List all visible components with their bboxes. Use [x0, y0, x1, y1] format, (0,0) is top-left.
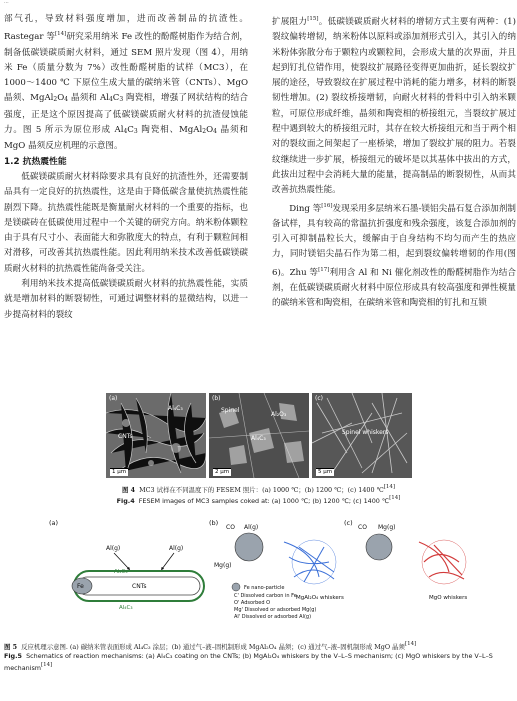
right-column	[272, 12, 516, 312]
label: Mg(g)	[214, 562, 232, 569]
schematic-a	[49, 519, 204, 611]
sem-photo-b	[209, 393, 309, 478]
label: CNTs	[132, 583, 147, 590]
phase-label: CNTs	[118, 433, 133, 440]
figure-4-caption-cn: 图 4 MC3 试样在不同温度下的 FESEM 照片：(a) 1000 ℃；(b) 1200 ℃；(c) 1400 ℃[14]	[121, 484, 396, 494]
schematic-b	[209, 519, 344, 620]
label: Al(g)	[106, 545, 121, 552]
label: Al₄C₃	[114, 569, 128, 575]
phase-label: Al₂O₃	[271, 411, 287, 418]
label: Fe	[77, 583, 84, 590]
section-heading: 1.2 抗热震性能	[4, 156, 67, 167]
label: CO	[226, 524, 235, 531]
paragraph: 部气孔，导致材料强度增加，进而改善制品的抗渣性。Rastegar 等[14]研究采用纳米 Fe 改性的酚醛树脂作为结合剂，制备低碳镁碳质耐火材料，通过 SEM 照片发现（图 4），用纳米 Fe（质量分数为 7%）改性酚醛树脂的试样（MC3），在 1000～1400 ℃ 下原位生成大量的碳纳米管（CNTs）、MgO 晶须、$MgAl_2O_4$ 晶须和 $Al_4C_3$ 陶瓷相，增强了网状结构的结合强度，正是这个原因提高了低碳镁碳质耐火材料的抗渣侵蚀能力。图 5 所示为原位形成 $Al_4C_3$ 陶瓷相、$MgAl_2O_4$ 晶须和 MgO 晶须反应机理的示意图。	[4, 14, 248, 152]
label: Al(g)	[169, 545, 184, 552]
paragraph: 扩展阻力[15]。低碳镁碳质耐火材料的增韧方式主要有两种：(1) 裂纹偏转增韧，纳米粉体以原料或添加剂形式引入，其引入的纳米粉体弥散分布于颗粒内或颗粒间，会形成大量的次界面，并且起到钉扎位错作用，使裂纹扩展路径变得更加曲折，延长裂纹扩展的途径，导致裂纹在扩展过程中消耗的能力增多，材料的断裂韧性增加。(2) 裂纹桥接增韧，向耐火材料的骨料中引入纳米颗粒，可原位形成纤维，晶须和陶瓷相的桥接组元，当裂纹扩展过程中遇到较大的桥接组元时，其存在较大桥接组元和当于两个相对的裂纹面之间架起了一座桥梁，增加了裂纹扩展的阻力。若裂纹继续进一步扩展，桥接组元的破坏是以其基体中拔出的方式，此拔出过程中会消耗大量的能量，提高制品的断裂韧性，从而其改善抗热震性能。	[272, 16, 516, 196]
sem-photo-c	[312, 393, 412, 478]
panel-tag: (c)	[315, 395, 323, 402]
figure-5-caption-en: Fig.5 Schematics of reaction mechanisms: (a) Al₄C₃ coating on the CNTs; (b) MgAl₂O₄ whiskers by the V–L–S mechanism; (c) MgO whiskers by the V–L–S mechanism[14]	[4, 652, 493, 672]
paragraph: 利用纳米技术提高低碳镁碳质耐火材料的抗热震性能，实质就是增加材料的断裂韧性，可通过调整材料的显微结构，以进一步提高材料的裂纹	[4, 279, 248, 320]
figure-4-caption-en: Fig.4 FESEM images of MC3 samples coked at: (a) 1000 ℃; (b) 1200 ℃; (c) 1400 ℃[14]	[116, 495, 401, 505]
label: Al(g)	[244, 524, 259, 531]
paragraph: 低碳镁碳质耐火材料除要求具有良好的抗渣性外，还需要制品具有一定良好的抗热震性，这是由于降低碳含量使抗热震性能剧烈下降。抗热震性能既是衡量耐火材料的一个重要的指标，也是镁碳砖在低碳使用过程中一个关键的研究方向。纳米粉体颗粒由于具有尺寸小、表面能大和弥散度大的特点，有利于颗粒间相对滑移，可改善其抗热震性能。因此利用纳米技术改善低碳镁碳质耐火材料的抗热震性能尚备受关注。	[4, 171, 248, 274]
left-column	[4, 12, 248, 323]
label: Mg(g)	[378, 524, 396, 531]
phase-label: Al₄C₃	[168, 405, 183, 412]
legend-item: Mg' Dissolved or adsorbed Mg(g)	[234, 607, 317, 613]
paragraph: Ding 等[16]发现采用多层纳米石墨-镁铝尖晶石复合添加剂制备试样，具有较高的常温抗折强度和残余强度，该复合添加剂的引入可抑制晶粒长大，缓解由于自身结构不均匀而产生的热应力，同时镁铝尖晶石作为第二相，起到裂纹偏转增韧的作用(图 6)。Zhu 等[17]利用含 Al 和 Ni 催化剂改性的酚醛树脂作为结合剂，在低碳镁碳质耐火材料中原位形成具有较高强度和弹性模量的碳纳米管和陶瓷相，在碳纳米管和陶瓷相的钉扎和互锁	[272, 202, 517, 309]
phase-label: Al₄C₃	[251, 435, 266, 442]
scale-bar: 1 μm	[112, 469, 127, 475]
figure-5-caption-cn: 图 5 反应机理示意图. (a) 碳纳米管表面形成 Al₄C₃ 涂层；(b) 通过气–液–固机制形成 MgAl₂O₄ 晶须；(c) 通过气–液–固机制形成 MgO 晶须[14]	[4, 641, 417, 651]
label: MgAl₂O₄ whiskers	[296, 595, 344, 601]
panel-tag: (c)	[344, 519, 353, 527]
phase-label: Spinel	[221, 407, 240, 414]
label: Al₄C₃	[119, 605, 133, 611]
phase-label: Spinel whiskers	[342, 429, 389, 436]
sem-photo-a	[106, 393, 206, 478]
scale-bar: 5 μm	[318, 469, 333, 475]
panel-tag: (b)	[209, 519, 219, 527]
label: CO	[358, 524, 367, 531]
panel-tag: (a)	[109, 395, 118, 402]
label: MgO whiskers	[429, 595, 468, 601]
legend-item: Al' Dissolved or adsorbed Al(g)	[234, 614, 312, 620]
legend-item: C' Dissolved carbon in Fe	[234, 593, 297, 599]
figure-5	[44, 517, 484, 627]
running-head: ...	[4, 0, 9, 5]
panel-tag: (b)	[212, 395, 221, 402]
legend-item: Fe nano-particle	[244, 585, 285, 591]
figure-4	[106, 393, 411, 478]
panel-tag: (a)	[49, 519, 59, 527]
schematic-c	[344, 519, 467, 601]
legend-item: O' Adsorbed O	[234, 600, 271, 606]
scale-bar: 2 μm	[215, 469, 230, 475]
